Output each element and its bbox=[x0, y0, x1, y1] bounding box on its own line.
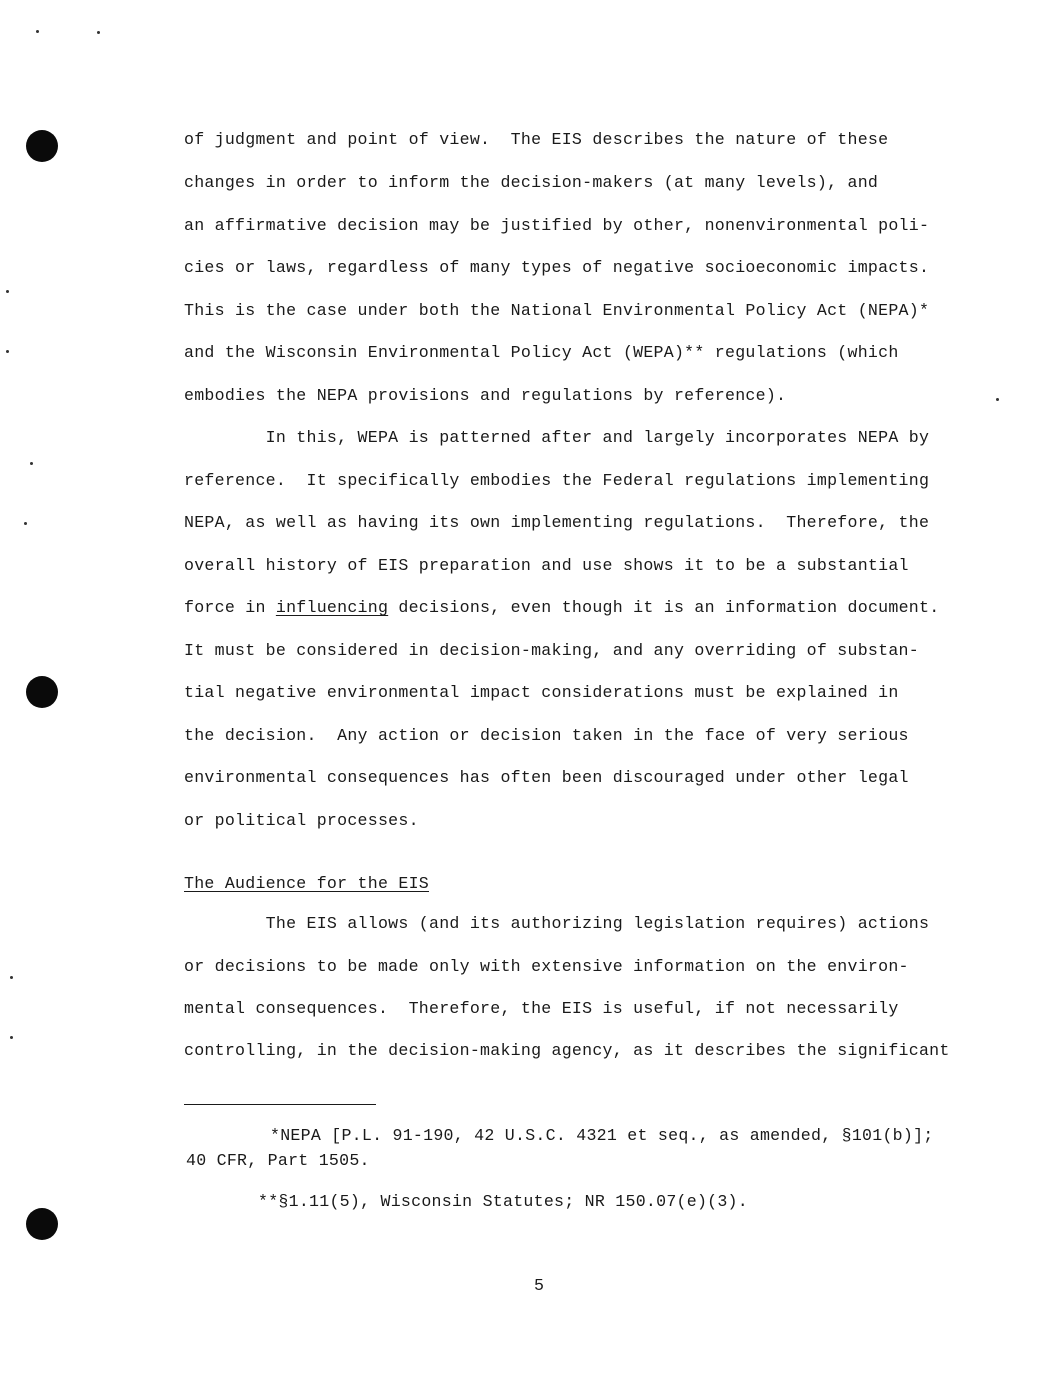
text-line: This is the case under both the National Environmental Policy Act (NEPA)* bbox=[184, 301, 930, 320]
scan-speck bbox=[6, 350, 9, 353]
text-line: of judgment and point of view. The EIS describes the nature of these bbox=[184, 130, 889, 149]
scan-speck bbox=[30, 462, 33, 465]
footnote-1-line-2: 40 CFR, Part 1505. bbox=[186, 1151, 370, 1170]
text-line: cies or laws, regardless of many types of negative socioeconomic impacts. bbox=[184, 258, 930, 277]
text-line: changes in order to inform the decision-makers (at many levels), and bbox=[184, 173, 879, 192]
text-line: or decisions to be made only with extensive information on the environ- bbox=[184, 957, 909, 976]
scan-speck bbox=[36, 30, 39, 33]
text-line: It must be considered in decision-making, and any overriding of substan- bbox=[184, 641, 919, 660]
text-segment: force in bbox=[184, 598, 276, 617]
punch-hole-top bbox=[26, 130, 58, 162]
text-line: and the Wisconsin Environmental Policy Act (WEPA)** regulations (which bbox=[184, 343, 899, 362]
scan-speck bbox=[10, 976, 13, 979]
text-line bbox=[184, 598, 939, 618]
footnote-separator bbox=[184, 1104, 376, 1105]
text-line: embodies the NEPA provisions and regulations by reference). bbox=[184, 386, 787, 405]
text-line: NEPA, as well as having its own implementing regulations. Therefore, the bbox=[184, 513, 930, 532]
punch-hole-middle bbox=[26, 676, 58, 708]
text-line: an affirmative decision may be justified by other, nonenvironmental poli- bbox=[184, 216, 930, 235]
text-line: environmental consequences has often been discouraged under other legal bbox=[184, 768, 909, 787]
underlined-word: influencing bbox=[275, 598, 389, 617]
footnote-1-line-1: *NEPA [P.L. 91-190, 42 U.S.C. 4321 et seq., as amended, §101(b)]; bbox=[270, 1126, 934, 1145]
punch-hole-bottom bbox=[26, 1208, 58, 1240]
page-number: 5 bbox=[534, 1276, 544, 1295]
scan-speck bbox=[6, 290, 9, 293]
text-line: the decision. Any action or decision taken in the face of very serious bbox=[184, 726, 909, 745]
scan-speck bbox=[24, 522, 27, 525]
text-line: In this, WEPA is patterned after and largely incorporates NEPA by bbox=[184, 428, 930, 447]
text-line: mental consequences. Therefore, the EIS is useful, if not necessarily bbox=[184, 999, 899, 1018]
text-line: controlling, in the decision-making agency, as it describes the significant bbox=[184, 1041, 950, 1060]
text-line: tial negative environmental impact considerations must be explained in bbox=[184, 683, 899, 702]
footnote-2: **§1.11(5), Wisconsin Statutes; NR 150.07(e)(3). bbox=[258, 1192, 748, 1211]
text-line: reference. It specifically embodies the Federal regulations implementing bbox=[184, 471, 930, 490]
section-heading: The Audience for the EIS bbox=[184, 874, 429, 893]
text-segment: decisions, even though it is an information document. bbox=[388, 598, 940, 617]
text-line: or political processes. bbox=[184, 811, 419, 830]
scan-speck bbox=[996, 398, 999, 401]
text-line: The EIS allows (and its authorizing legislation requires) actions bbox=[184, 914, 930, 933]
text-line: overall history of EIS preparation and use shows it to be a substantial bbox=[184, 556, 909, 575]
scan-speck bbox=[97, 31, 100, 34]
scan-speck bbox=[10, 1036, 13, 1039]
